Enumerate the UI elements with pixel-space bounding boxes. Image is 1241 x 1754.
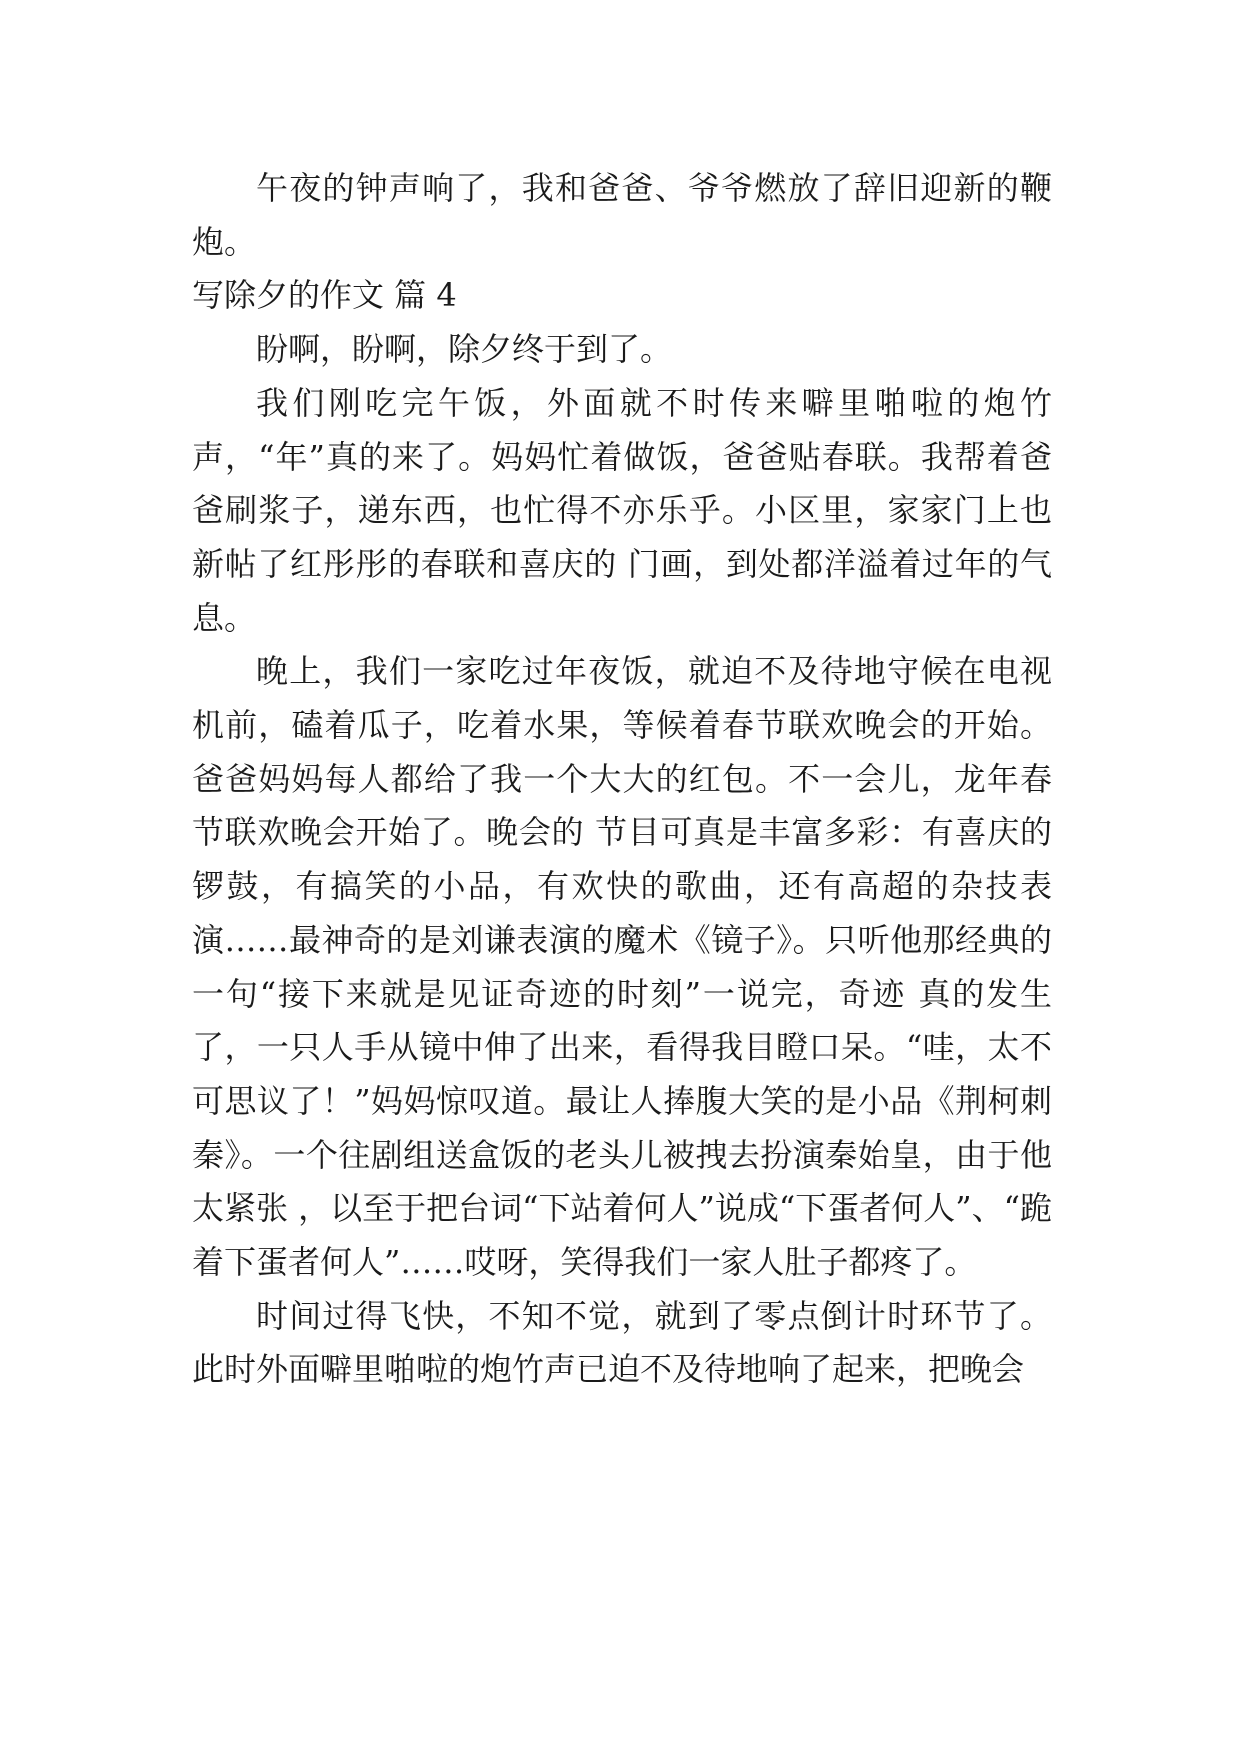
- document-body: [192, 162, 1052, 1397]
- paragraph-evening-gala: 晚上，我们一家吃过年夜饭，就迫不及待地守候在电视机前，磕着瓜子，吃着水果，等候着春节联欢晚会的开始。爸爸妈妈每人都给了我一个大大的红包。不一会儿，龙年春节联欢晚会开始了。晚会的 节目可真是丰富多彩：有喜庆的锣鼓，有搞笑的小品，有欢快的歌曲，还有高超的杂技表演……最神奇的是刘谦表演的魔术《镜子》。只听他那经典的一句“接下来就是见证奇迹的时刻”一说完，奇迹 真的发生了，一只人手从镜中伸了出来，看得我目瞪口呆。“哇，太不可思议了！”妈妈惊叹道。最让人捧腹大笑的是小品《荆柯刺秦》。一个往剧组送盒饭的老头儿被拽去扮演秦始皇，由于他太紧张 ，以至于把台词“下站着何人”说成“下蛋者何人”、“跪着下蛋者何人”……哎呀，笑得我们一家人肚子都疼了。: [192, 652, 1052, 1282]
- paragraph-waiting: 盼啊，盼啊，除夕终于到了。: [256, 330, 673, 369]
- paragraph-afternoon: 我们刚吃完午饭，外面就不时传来噼里啪啦的炮竹声，“年”真的来了。妈妈忙着做饭，爸爸贴春联。我帮着爸爸刷浆子，递东西，也忙得不亦乐乎。小区里，家家门上也新帖了红彤彤的春联和喜庆的 门画，到处都洋溢着过年的气息。: [192, 383, 1052, 637]
- section-heading: 写除夕的作文 篇 4: [192, 276, 457, 315]
- paragraph-midnight-firecrackers: 午夜的钟声响了，我和爸爸、爷爷燃放了辞旧迎新的鞭炮。: [192, 169, 1052, 261]
- paragraph-countdown: 时间过得飞快，不知不觉，就到了零点倒计时环节了。此时外面噼里啪啦的炮竹声已迫不及待地响了起来，把晚会: [192, 1296, 1052, 1389]
